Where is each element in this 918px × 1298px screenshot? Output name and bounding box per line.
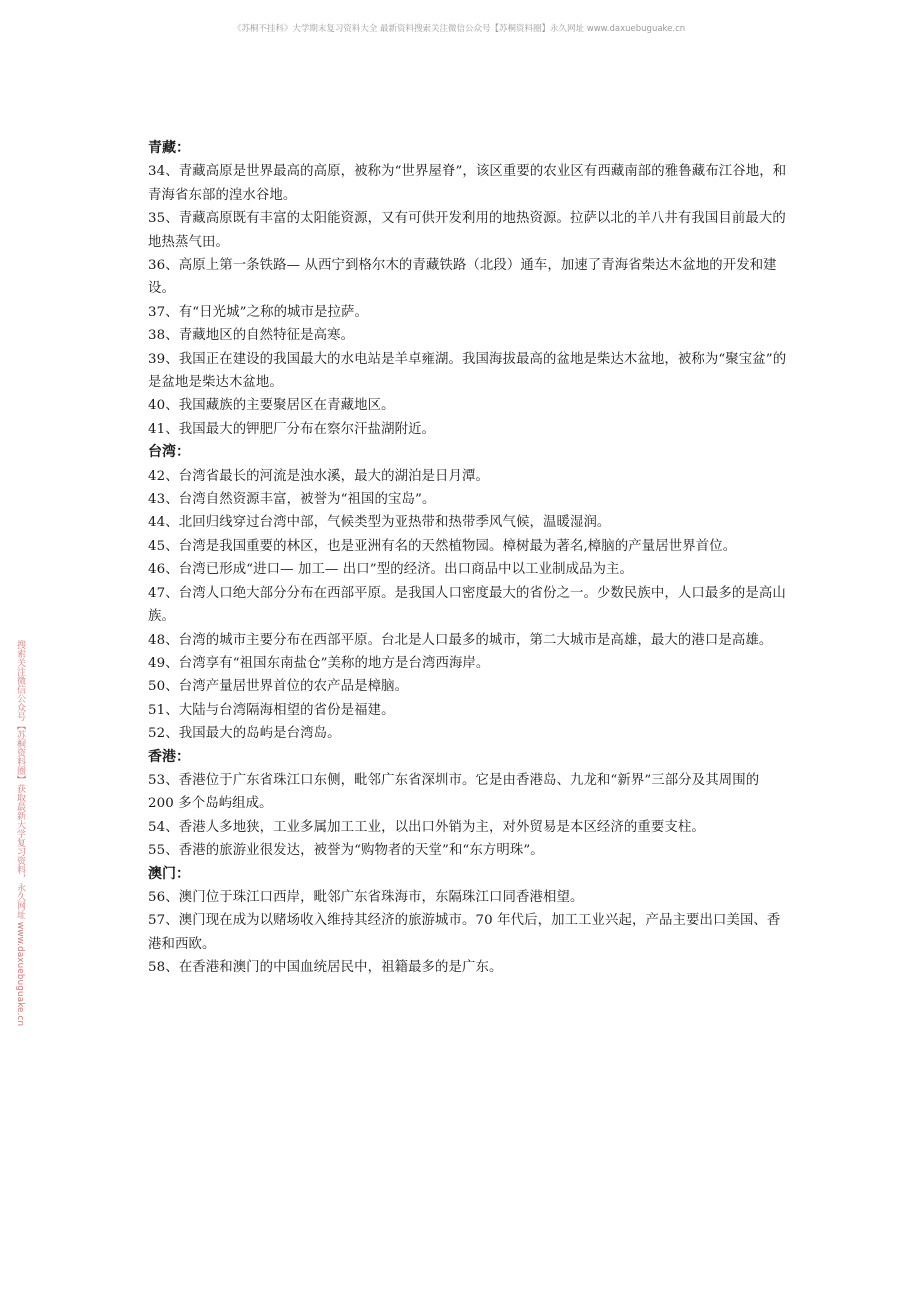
section-heading: 澳门： xyxy=(148,865,190,882)
list-item: 48、台湾的城市主要分布在西部平原。台北是人口最多的城市，第二大城市是高雄，最大的港口是高雄。 xyxy=(148,632,773,648)
section-taiwan xyxy=(148,441,788,745)
section-heading: 台湾： xyxy=(148,444,190,461)
list-item: 44、北回归线穿过台湾中部，气候类型为亚热带和热带季风气候，温暖湿润。 xyxy=(148,515,611,531)
list-item: 42、台湾省最长的河流是浊水溪，最大的湖泊是日月潭。 xyxy=(148,468,490,484)
list-item: 45、台湾是我国重要的林区，也是亚洲有名的天然植物园。樟树最为著名,樟脑的产量居世界首位。 xyxy=(148,538,737,554)
list-item: 35、青藏高原既有丰富的太阳能资源，又有可供开发利用的地热资源。拉萨以北的羊八井有我国目前最大的地热蒸气田。 xyxy=(148,211,786,250)
list-item: 38、青藏地区的自然特征是高寒。 xyxy=(148,328,355,344)
document-body xyxy=(148,137,788,980)
list-item: 36、高原上第一条铁路— 从西宁到格尔木的青藏铁路（北段）通车，加速了青海省柴达木盆地的开发和建设。 xyxy=(148,258,777,297)
list-item: 41、我国最大的钾肥厂分布在察尔汗盐湖附近。 xyxy=(148,421,436,437)
list-item: 49、台湾享有“祖国东南盐仓”美称的地方是台湾西海岸。 xyxy=(148,655,490,671)
list-item: 56、澳门位于珠江口西岸，毗邻广东省珠海市，东隔珠江口同香港相望。 xyxy=(148,889,584,905)
list-item: 54、香港人多地狭，工业多属加工工业，以出口外销为主，对外贸易是本区经济的重要支柱。 xyxy=(148,819,705,835)
list-item: 51、大陆与台湾隔海相望的省份是福建。 xyxy=(148,702,395,718)
list-item: 57、澳门现在成为以赌场收入维持其经济的旅游城市。70 年代后，加工工业兴起，产品主要出口美国、香港和西欧。 xyxy=(148,913,781,952)
header-watermark: 《苏桐不挂科》大学期末复习资料大全 最新资料搜索关注微信公众号【苏桐资料圈】永久网址 www.daxuebuguake.cn xyxy=(232,24,686,34)
list-item: 46、台湾已形成“进口— 加工— 出口”型的经济。出口商品中以工业制成品为主。 xyxy=(148,562,634,578)
list-item: 58、在香港和澳门的中国血统居民中，祖籍最多的是广东。 xyxy=(148,960,503,976)
list-item: 55、香港的旅游业很发达，被誉为“购物者的天堂”和“东方明珠”。 xyxy=(148,843,544,859)
section-qingzang xyxy=(148,137,788,441)
list-item: 47、台湾人口绝大部分分布在西部平原。是我国人口密度最大的省份之一。少数民族中，人口最多的是高山族。 xyxy=(148,585,786,625)
list-item: 53、香港位于广东省珠江口东侧，毗邻广东省深圳市。它是由香港岛、九龙和“新界”三部分及其周围的 200 多个岛屿组成。 xyxy=(148,772,760,812)
list-item: 43、台湾自然资源丰富，被誉为“祖国的宝岛”。 xyxy=(148,492,436,508)
list-item: 39、我国正在建设的我国最大的水电站是羊卓雍湖。我国海拔最高的盆地是柴达木盆地，被称为“聚宝盆”的是盆地是柴达木盆地。 xyxy=(148,351,787,391)
section-hongkong xyxy=(148,746,788,863)
list-item: 37、有“日光城”之称的城市是拉萨。 xyxy=(148,304,368,320)
section-macau xyxy=(148,863,788,980)
list-item: 50、台湾产量居世界首位的农产品是樟脑。 xyxy=(148,679,409,695)
list-item: 52、我国最大的岛屿是台湾岛。 xyxy=(148,726,341,742)
section-heading: 青藏： xyxy=(148,140,190,156)
section-heading: 香港： xyxy=(148,748,190,765)
side-watermark: 搜索关注微信公众号【苏桐资料圈】获取最新大学复习资料，永久网址 www.daxuebuguake.cn xyxy=(15,640,25,1027)
list-item: 34、青藏高原是世界最高的高原，被称为“世界屋脊”，该区重要的农业区有西藏南部的雅鲁藏布江谷地，和青海省东部的湟水谷地。 xyxy=(148,164,787,203)
list-item: 40、我国藏族的主要聚居区在青藏地区。 xyxy=(148,398,395,414)
